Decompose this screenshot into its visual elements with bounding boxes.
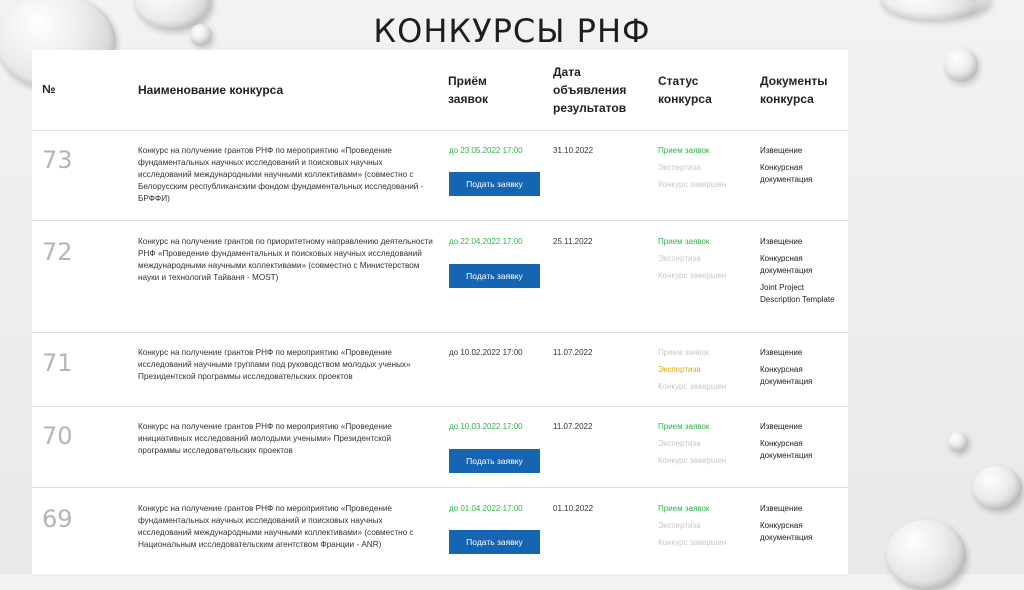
row-divider: [32, 406, 848, 407]
status-review: Экспертиза: [658, 365, 701, 374]
contest-number: 69: [42, 505, 73, 533]
documentation-link[interactable]: Конкурсная документация: [760, 521, 813, 542]
documentation-link[interactable]: Конкурсная документация: [760, 254, 813, 275]
documentation-link[interactable]: Конкурсная документация: [760, 365, 813, 386]
header-number: №: [42, 82, 56, 96]
contest-number: 73: [42, 146, 73, 174]
status-closed: Конкурс завершен: [658, 382, 727, 391]
row-divider: [32, 220, 848, 221]
water-drop-decoration: [972, 466, 1022, 510]
notice-link[interactable]: Извещение: [760, 504, 803, 513]
results-date: 11.07.2022: [553, 422, 593, 431]
notice-link[interactable]: Извещение: [760, 422, 803, 431]
notice-link[interactable]: Извещение: [760, 237, 803, 246]
water-drop-decoration: [944, 48, 978, 82]
results-date: 31.10.2022: [553, 146, 594, 155]
results-date: 25.11.2022: [553, 237, 593, 246]
status-accepting: Прием заявок: [658, 146, 710, 155]
contest-deadline: до 01.04.2022 17:00: [449, 504, 523, 513]
submit-application-button[interactable]: Подать заявку: [449, 449, 540, 473]
slide-title: КОНКУРСЫ РНФ: [373, 12, 651, 50]
contest-status: [658, 418, 726, 469]
status-closed: Конкурс завершен: [658, 271, 727, 280]
notice-link[interactable]: Извещение: [760, 146, 803, 155]
contest-number: 70: [42, 422, 73, 450]
submit-application-button[interactable]: Подать заявку: [449, 172, 540, 196]
header-results-date: Дата объявления результатов: [553, 65, 627, 115]
status-review: Экспертиза: [658, 254, 701, 263]
status-closed: Конкурс завершен: [658, 456, 727, 465]
contest-documents: [760, 236, 840, 311]
documentation-link[interactable]: Конкурсная документация: [760, 439, 813, 460]
row-divider: [32, 487, 848, 488]
status-review: Экспертиза: [658, 163, 701, 172]
results-date: 11.07.2022: [553, 348, 593, 357]
notice-link[interactable]: Извещение: [760, 348, 803, 357]
contest-description: Конкурс на получение грантов РНФ по мероприятию «Проведение инициативных исследований молодыми учеными» Президентской программы исследовательских проектов: [138, 422, 392, 455]
submit-application-button[interactable]: Подать заявку: [449, 530, 540, 554]
water-drop-decoration: [948, 432, 968, 452]
contest-status: [658, 344, 726, 395]
water-drop-decoration: [886, 520, 966, 590]
submit-application-button[interactable]: Подать заявку: [449, 264, 540, 288]
contest-number: 72: [42, 238, 73, 266]
contest-status: [658, 500, 726, 551]
contest-description: Конкурс на получение грантов РНФ по мероприятию «Проведение исследований научными группами под руководством молодых ученых» Президентской программы исследовательских проектов: [138, 348, 411, 381]
status-accepting: Прием заявок: [658, 422, 710, 431]
status-closed: Конкурс завершен: [658, 180, 727, 189]
documentation-link[interactable]: Конкурсная документация: [760, 163, 813, 184]
contest-description: Конкурс на получение грантов по приоритетному направлению деятельности РНФ «Проведение фундаментальных и поисковых научных исследований международными научными коллективами» (совместно с Министерством науки и технологий Тайваня - MOST): [138, 237, 433, 282]
status-review: Экспертиза: [658, 439, 701, 448]
status-review: Экспертиза: [658, 521, 701, 530]
contest-deadline: до 10.03.2022 17:00: [449, 422, 523, 431]
header-documents: Документы конкурса: [760, 74, 828, 106]
contest-documents: [760, 347, 840, 393]
contest-status: [658, 142, 726, 193]
contest-description: Конкурс на получение грантов РНФ по мероприятию «Проведение фундаментальных научных исследований и поисковых научных исследований международными научными коллективами» (совместно с Белорусским республиканским фондом фундаментальных исследований - БРФФИ): [138, 146, 424, 203]
contest-documents: [760, 145, 840, 191]
header-name: Наименование конкурса: [138, 83, 284, 97]
contests-table: [32, 50, 848, 574]
header-status: Статус конкурса: [658, 74, 712, 106]
contest-deadline: до 10.02.2022 17:00: [449, 348, 523, 357]
contest-documents: [760, 503, 840, 549]
contest-documents: [760, 421, 840, 467]
header-deadline: Приём заявок: [448, 74, 489, 106]
status-accepting: Прием заявок: [658, 504, 710, 513]
contest-description: Конкурс на получение грантов РНФ по мероприятию «Проведение фундаментальных научных исследований и поисковых научных исследований международными научными коллективами» (совместно с Национальным исследовательским агентством Франции - ANR): [138, 504, 414, 549]
row-divider: [32, 332, 848, 333]
contest-deadline: до 22.04.2022 17:00: [449, 237, 523, 246]
status-accepting: Прием заявок: [658, 348, 710, 357]
results-date: 01.10.2022: [553, 504, 594, 513]
status-closed: Конкурс завершен: [658, 538, 727, 547]
project-template-link[interactable]: Joint Project Description Template: [760, 283, 835, 304]
contest-status: [658, 233, 726, 284]
status-accepting: Прием заявок: [658, 237, 710, 246]
header-divider: [32, 130, 848, 131]
contest-number: 71: [42, 349, 73, 377]
contest-deadline: до 23.05.2022 17:00: [449, 146, 523, 155]
